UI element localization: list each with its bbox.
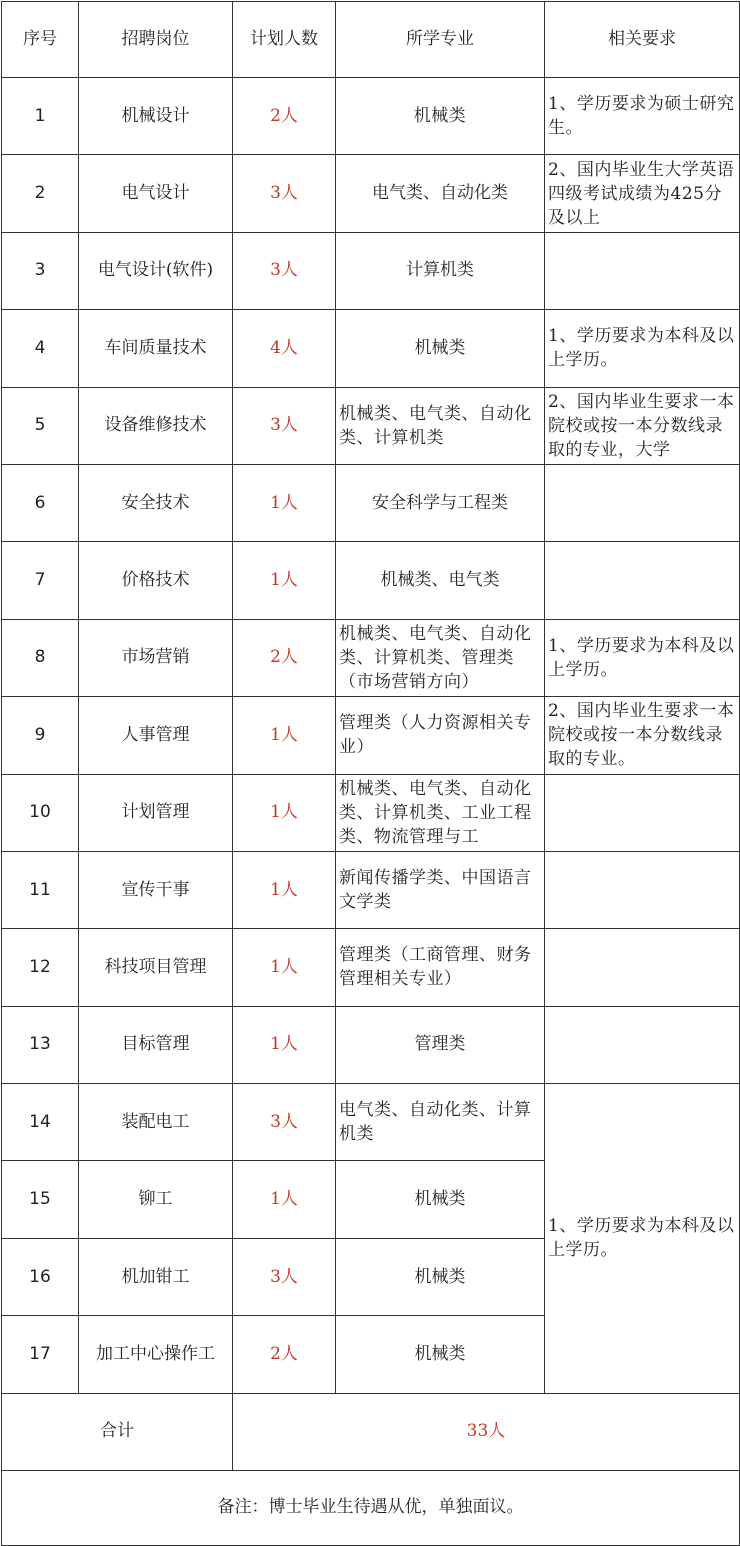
- seq-cell: 3: [2, 232, 79, 309]
- requirements-cell: 1、学历要求为本科及以上学历。: [545, 619, 740, 696]
- count-cell: 2人: [233, 78, 336, 155]
- major-cell: 机械类: [336, 78, 545, 155]
- count-cell: 3人: [233, 1084, 336, 1161]
- seq-cell: 6: [2, 464, 79, 541]
- table-row: [2, 232, 740, 309]
- position-cell: 目标管理: [79, 1006, 233, 1083]
- recruitment-table: [1, 1, 740, 1546]
- note-row: [2, 1470, 740, 1545]
- position-cell: 车间质量技术: [79, 310, 233, 387]
- major-cell: 机械类: [336, 310, 545, 387]
- position-cell: 科技项目管理: [79, 929, 233, 1006]
- seq-cell: 8: [2, 619, 79, 696]
- requirements-cell: 2、国内毕业生大学英语四级考试成绩为425分及以上: [545, 155, 740, 232]
- major-cell: 机械类、电气类、自动化类、计算机类、管理类（市场营销方向）: [336, 619, 545, 696]
- major-cell: 机械类: [336, 1316, 545, 1393]
- position-cell: 安全技术: [79, 464, 233, 541]
- seq-cell: 17: [2, 1316, 79, 1393]
- seq-cell: 7: [2, 542, 79, 619]
- count-cell: 1人: [233, 929, 336, 1006]
- position-cell: 价格技术: [79, 542, 233, 619]
- header-position: 招聘岗位: [79, 2, 233, 78]
- requirements-cell-empty: [545, 464, 740, 541]
- table-row: [2, 619, 740, 696]
- position-cell: 铆工: [79, 1161, 233, 1238]
- major-cell: 机械类: [336, 1238, 545, 1315]
- major-cell: 电气类、自动化类: [336, 155, 545, 232]
- header-major: 所学专业: [336, 2, 545, 78]
- table-row: [2, 542, 740, 619]
- major-cell: 机械类、电气类: [336, 542, 545, 619]
- count-cell: 2人: [233, 1316, 336, 1393]
- requirements-cell: 2、国内毕业生要求一本院校或按一本分数线录取的专业。: [545, 697, 740, 774]
- note-text: 备注：博士毕业生待遇从优，单独面议。: [2, 1470, 740, 1545]
- seq-cell: 14: [2, 1084, 79, 1161]
- count-cell: 1人: [233, 851, 336, 928]
- count-cell: 1人: [233, 464, 336, 541]
- seq-cell: 13: [2, 1006, 79, 1083]
- requirements-cell-merged: 1、学历要求为本科及以上学历。: [545, 1084, 740, 1394]
- requirements-cell-empty: [545, 1006, 740, 1083]
- position-cell: 市场营销: [79, 619, 233, 696]
- position-cell: 电气设计(软件): [79, 232, 233, 309]
- requirements-cell-empty: [545, 774, 740, 851]
- count-cell: 3人: [233, 232, 336, 309]
- position-cell: 设备维修技术: [79, 387, 233, 464]
- requirements-cell-empty: [545, 851, 740, 928]
- major-cell: 管理类（工商管理、财务管理相关专业）: [336, 929, 545, 1006]
- major-cell: 机械类、电气类、自动化类、计算机类、工业工程类、物流管理与工: [336, 774, 545, 851]
- table-row: [2, 387, 740, 464]
- major-cell: 新闻传播学类、中国语言文学类: [336, 851, 545, 928]
- count-cell: 3人: [233, 1238, 336, 1315]
- requirements-cell: 1、学历要求为本科及以上学历。: [545, 310, 740, 387]
- position-cell: 宣传干事: [79, 851, 233, 928]
- requirements-cell-empty: [545, 542, 740, 619]
- table-row: [2, 310, 740, 387]
- count-cell: 1人: [233, 1006, 336, 1083]
- position-cell: 装配电工: [79, 1084, 233, 1161]
- count-cell: 3人: [233, 155, 336, 232]
- count-cell: 2人: [233, 619, 336, 696]
- seq-cell: 9: [2, 697, 79, 774]
- table-row: [2, 851, 740, 928]
- position-cell: 计划管理: [79, 774, 233, 851]
- position-cell: 电气设计: [79, 155, 233, 232]
- table-row: [2, 1084, 740, 1161]
- seq-cell: 11: [2, 851, 79, 928]
- table-row: [2, 155, 740, 232]
- header-requirements: 相关要求: [545, 2, 740, 78]
- total-value: 33人: [233, 1393, 740, 1470]
- major-cell: 机械类、电气类、自动化类、计算机类: [336, 387, 545, 464]
- major-cell: 管理类（人力资源相关专业）: [336, 697, 545, 774]
- table-row: [2, 929, 740, 1006]
- requirements-cell: 1、学历要求为硕士研究生。: [545, 78, 740, 155]
- count-cell: 3人: [233, 387, 336, 464]
- seq-cell: 2: [2, 155, 79, 232]
- seq-cell: 4: [2, 310, 79, 387]
- seq-cell: 12: [2, 929, 79, 1006]
- position-cell: 机械设计: [79, 78, 233, 155]
- total-row: [2, 1393, 740, 1470]
- seq-cell: 5: [2, 387, 79, 464]
- table-row: [2, 464, 740, 541]
- requirements-cell-empty: [545, 232, 740, 309]
- header-row: [2, 2, 740, 78]
- requirements-cell-empty: [545, 929, 740, 1006]
- table-row: [2, 1006, 740, 1083]
- total-label: 合计: [2, 1393, 233, 1470]
- position-cell: 人事管理: [79, 697, 233, 774]
- header-seq: 序号: [2, 2, 79, 78]
- table-row: [2, 78, 740, 155]
- seq-cell: 16: [2, 1238, 79, 1315]
- major-cell: 计算机类: [336, 232, 545, 309]
- count-cell: 4人: [233, 310, 336, 387]
- major-cell: 安全科学与工程类: [336, 464, 545, 541]
- table-row: [2, 774, 740, 851]
- seq-cell: 10: [2, 774, 79, 851]
- requirements-cell: 2、国内毕业生要求一本院校或按一本分数线录取的专业，大学: [545, 387, 740, 464]
- seq-cell: 1: [2, 78, 79, 155]
- count-cell: 1人: [233, 542, 336, 619]
- major-cell: 机械类: [336, 1161, 545, 1238]
- major-cell: 电气类、自动化类、计算机类: [336, 1084, 545, 1161]
- seq-cell: 15: [2, 1161, 79, 1238]
- position-cell: 加工中心操作工: [79, 1316, 233, 1393]
- major-cell: 管理类: [336, 1006, 545, 1083]
- header-count: 计划人数: [233, 2, 336, 78]
- count-cell: 1人: [233, 774, 336, 851]
- table-row: [2, 697, 740, 774]
- count-cell: 1人: [233, 1161, 336, 1238]
- position-cell: 机加钳工: [79, 1238, 233, 1315]
- count-cell: 1人: [233, 697, 336, 774]
